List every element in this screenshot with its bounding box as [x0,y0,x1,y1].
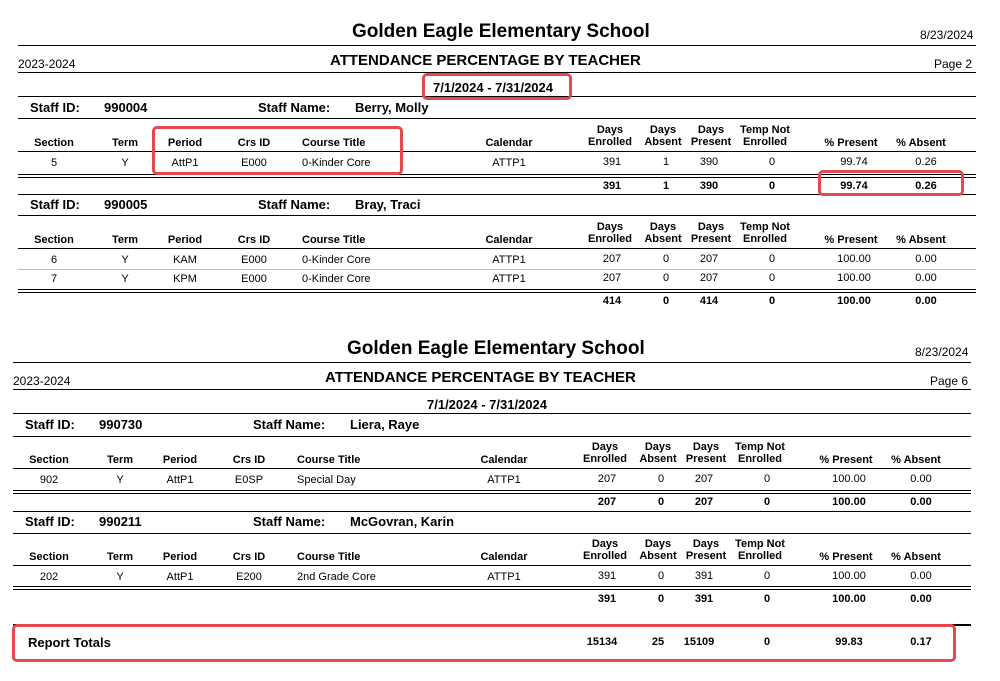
cell-pct-present: 100.00 [832,570,866,582]
divider [18,248,976,249]
cell-enrolled: 207 [602,253,622,265]
col-calendar: Calendar [480,551,528,563]
col-pct-present: % Present [819,454,873,466]
cell-calendar: ATTP1 [492,273,526,285]
staff-name-label: Staff Name: [258,197,331,212]
divider [13,413,971,414]
divider [13,565,971,566]
col-period: Period [167,234,203,246]
total-pct-present: 100.00 [832,496,866,508]
cell-temp: 0 [768,253,776,265]
divider [13,436,971,437]
cell-term: Y [121,273,129,285]
col-days-present: Days Present [685,538,727,562]
total-present: 414 [699,295,719,307]
col-section: Section [29,551,69,563]
col-term: Term [111,234,139,246]
cell-present: 207 [694,473,714,485]
col-period: Period [167,137,203,149]
col-calendar: Calendar [485,234,533,246]
cell-crs-id: E000 [241,254,267,266]
cell-pct-absent: 0.00 [915,253,937,265]
col-days-enrolled: Days Enrolled [582,441,628,465]
staff-id: 990004 [104,100,148,115]
col-temp-not-enrolled: Temp Not Enrolled [740,124,790,148]
cell-calendar: ATTP1 [492,157,526,169]
cell-pct-absent: 0.26 [915,156,937,168]
total-temp: 0 [763,496,771,508]
col-section: Section [34,234,74,246]
col-term: Term [106,454,134,466]
cell-crs-id: E200 [236,571,262,583]
cell-calendar: ATTP1 [487,571,521,583]
col-temp-not-enrolled: Temp Not Enrolled [740,221,790,245]
cell-section: 902 [39,474,59,486]
col-calendar: Calendar [485,137,533,149]
col-crs-id: Crs ID [237,137,271,149]
cell-present: 391 [694,570,714,582]
total-temp: 0 [768,180,776,192]
cell-calendar: ATTP1 [487,474,521,486]
divider [18,215,976,216]
staff-name-label: Staff Name: [258,100,331,115]
school-year: 2023-2024 [13,374,71,388]
cell-course-title: Special Day [297,474,356,486]
total-present: 391 [694,593,714,605]
total-rule [13,586,971,590]
report-title: ATTENDANCE PERCENTAGE BY TEACHER [330,52,641,69]
cell-term: Y [121,254,129,266]
cell-crs-id: E000 [241,273,267,285]
report-page-2 [0,316,1000,681]
staff-id: 990730 [99,417,143,432]
total-absent: 0 [662,295,670,307]
cell-present: 207 [699,272,719,284]
page-number: Page 2 [934,57,973,71]
divider [18,118,976,119]
report-total-enrolled: 15134 [586,636,618,648]
col-course-title: Course Title [297,551,361,563]
cell-term: Y [116,474,124,486]
staff-id-label: Staff ID: [25,514,75,529]
col-days-enrolled: Days Enrolled [587,221,633,245]
total-pct-absent: 0.26 [915,180,937,192]
cell-term: Y [116,571,124,583]
staff-id-label: Staff ID: [30,100,80,115]
col-crs-id: Crs ID [232,454,266,466]
cell-temp: 0 [768,156,776,168]
total-rule [13,490,971,494]
highlight-period-course [152,126,403,175]
staff-id-label: Staff ID: [30,197,80,212]
cell-enrolled: 391 [602,156,622,168]
highlight-date-range [422,73,572,100]
cell-enrolled: 391 [597,570,617,582]
divider [13,362,971,363]
col-crs-id: Crs ID [237,234,271,246]
col-days-absent: Days Absent [639,538,677,562]
cell-calendar: ATTP1 [492,254,526,266]
col-crs-id: Crs ID [232,551,266,563]
date-range: 7/1/2024 - 7/31/2024 [433,80,553,95]
staff-id-label: Staff ID: [25,417,75,432]
divider [13,511,971,512]
col-period: Period [162,454,198,466]
cell-term: Y [121,157,129,169]
total-pct-absent: 0.00 [915,295,937,307]
report-totals-label: Report Totals [28,635,111,650]
total-absent: 1 [662,180,670,192]
staff-name: Bray, Traci [355,197,421,212]
col-pct-absent: % Absent [891,551,941,563]
cell-absent: 0 [662,253,670,265]
cell-period: KPM [173,273,197,285]
col-calendar: Calendar [480,454,528,466]
divider [18,45,976,46]
col-pct-absent: % Absent [896,234,946,246]
col-course-title: Course Title [297,454,361,466]
cell-temp: 0 [763,473,771,485]
cell-temp: 0 [763,570,771,582]
print-date: 8/23/2024 [920,28,974,42]
report-total-pct-present: 99.83 [835,636,863,648]
cell-pct-absent: 0.00 [910,570,932,582]
cell-course-title: 0-Kinder Core [302,273,371,285]
cell-temp: 0 [768,272,776,284]
col-days-absent: Days Absent [639,441,677,465]
cell-section: 6 [50,254,58,266]
divider [13,389,971,390]
divider [13,533,971,534]
cell-period: KAM [173,254,197,266]
divider [18,269,976,270]
col-section: Section [29,454,69,466]
cell-section: 7 [50,273,58,285]
col-pct-absent: % Absent [891,454,941,466]
print-date: 8/23/2024 [915,345,969,359]
total-pct-present: 99.74 [840,180,868,192]
cell-period: AttP1 [171,157,199,169]
staff-name-label: Staff Name: [253,417,326,432]
cell-course-title: 0-Kinder Core [302,157,371,169]
cell-absent: 1 [662,156,670,168]
col-days-present: Days Present [690,124,732,148]
col-days-enrolled: Days Enrolled [587,124,633,148]
cell-course-title: 2nd Grade Core [297,571,376,583]
col-days-present: Days Present [690,221,732,245]
cell-pct-present: 100.00 [837,272,871,284]
cell-present: 390 [699,156,719,168]
total-temp: 0 [768,295,776,307]
cell-enrolled: 207 [597,473,617,485]
cell-enrolled: 207 [602,272,622,284]
total-enrolled: 391 [602,180,622,192]
col-days-absent: Days Absent [644,221,682,245]
report-total-absent: 25 [651,636,665,648]
col-term: Term [111,137,139,149]
cell-pct-absent: 0.00 [910,473,932,485]
school-name: Golden Eagle Elementary School [347,338,645,359]
cell-absent: 0 [657,473,665,485]
cell-absent: 0 [657,570,665,582]
cell-present: 207 [699,253,719,265]
report-page-1 [0,0,1000,315]
cell-pct-absent: 0.00 [915,272,937,284]
report-title: ATTENDANCE PERCENTAGE BY TEACHER [325,369,636,386]
report-total-pct-absent: 0.17 [910,636,932,648]
total-enrolled: 207 [597,496,617,508]
cell-section: 202 [39,571,59,583]
cell-crs-id: E000 [241,157,267,169]
total-rule [18,289,976,293]
school-year: 2023-2024 [18,57,76,71]
staff-name: McGovran, Karin [350,514,455,529]
cell-course-title: 0-Kinder Core [302,254,371,266]
staff-name: Liera, Raye [350,417,420,432]
staff-id: 990211 [99,514,142,529]
cell-crs-id: E0SP [234,474,264,486]
highlight-report-totals [12,624,956,662]
col-course-title: Course Title [302,137,366,149]
total-pct-absent: 0.00 [910,496,932,508]
page-number: Page 6 [930,374,969,388]
report-total-temp: 0 [763,636,771,648]
divider [13,468,971,469]
cell-pct-present: 100.00 [837,253,871,265]
cell-section: 5 [50,157,58,169]
total-pct-present: 100.00 [832,593,866,605]
col-days-present: Days Present [685,441,727,465]
col-days-enrolled: Days Enrolled [582,538,628,562]
staff-name: Berry, Molly [355,100,429,115]
cell-pct-present: 100.00 [832,473,866,485]
total-enrolled: 414 [602,295,622,307]
col-days-absent: Days Absent [644,124,682,148]
col-term: Term [106,551,134,563]
cell-period: AttP1 [166,571,194,583]
total-pct-absent: 0.00 [910,593,932,605]
col-pct-present: % Present [824,137,878,149]
total-present: 390 [699,180,719,192]
total-present: 207 [694,496,714,508]
date-range: 7/1/2024 - 7/31/2024 [427,397,547,412]
staff-id: 990005 [104,197,148,212]
total-absent: 0 [657,496,665,508]
col-temp-not-enrolled: Temp Not Enrolled [735,538,785,562]
cell-absent: 0 [662,272,670,284]
report-total-present: 15109 [683,636,715,648]
staff-name-label: Staff Name: [253,514,326,529]
total-enrolled: 391 [597,593,617,605]
total-absent: 0 [657,593,665,605]
col-course-title: Course Title [302,234,366,246]
col-pct-present: % Present [824,234,878,246]
col-temp-not-enrolled: Temp Not Enrolled [735,441,785,465]
school-name: Golden Eagle Elementary School [352,21,650,42]
total-pct-present: 100.00 [837,295,871,307]
col-period: Period [162,551,198,563]
highlight-percent-totals [818,170,964,196]
col-pct-present: % Present [819,551,873,563]
col-section: Section [34,137,74,149]
cell-pct-present: 99.74 [840,156,868,168]
total-temp: 0 [763,593,771,605]
col-pct-absent: % Absent [896,137,946,149]
cell-period: AttP1 [166,474,194,486]
